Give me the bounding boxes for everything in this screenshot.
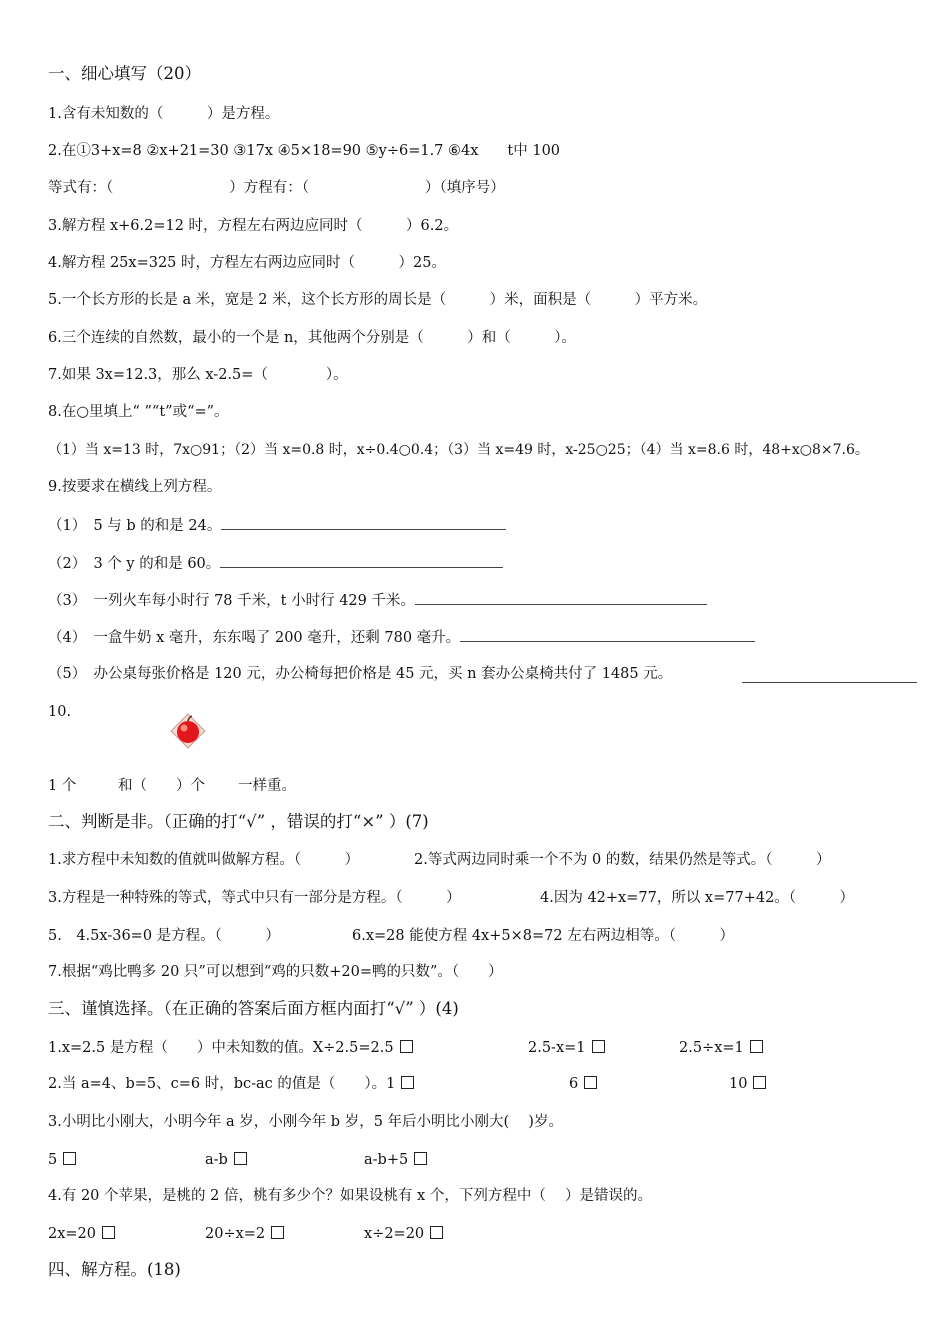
option-text: x÷2=20 [364, 1226, 425, 1242]
question-3-1 [48, 1038, 413, 1058]
question-2-7: 7.根据“鸡比鸭多 20 只”可以想到“鸡的只数+20=鸭的只数”。（ ） [48, 964, 503, 980]
checkbox[interactable] [401, 1076, 414, 1089]
question-1-9-4-text: （4） 一盒牛奶 x 毫升，东东喝了 200 毫升，还剩 780 毫升。 [48, 630, 461, 646]
question-2-2: 2.等式两边同时乘一个不为 0 的数，结果仍然是等式。（ ） [414, 852, 831, 868]
section-4-title: 四、解方程。(18) [48, 1260, 181, 1279]
checkbox[interactable] [63, 1152, 76, 1165]
section-2-title: 二、判断是非。（正确的打“√” ，错误的打“×” ）(7) [48, 812, 429, 831]
question-1-9-2-text: （2） 3 个 y 的和是 60。 [48, 556, 221, 572]
question-3-2-option-b [569, 1074, 597, 1094]
checkbox[interactable] [753, 1076, 766, 1089]
checkbox[interactable] [592, 1040, 605, 1053]
checkbox[interactable] [234, 1152, 247, 1165]
question-3-4-option-c [364, 1224, 443, 1244]
question-1-9-5-text: （5） 办公桌每张价格是 120 元，办公椅每把价格是 45 元，买 n 套办公桌椅共付了 1485 元。 [48, 666, 673, 682]
question-3-2 [48, 1074, 414, 1094]
question-1-1: 1.含有未知数的（ ）是方程。 [48, 106, 280, 122]
question-1-2: 2.在①3+x=8 ②x+21=30 ③17x ④5×18=90 ⑤y÷6=1.7 ⑥4x t中 100 [48, 143, 561, 159]
question-1-6: 6.三个连续的自然数，最小的一个是 n，其他两个分别是（ ）和（ ）。 [48, 330, 577, 346]
question-3-3-option-c [364, 1150, 427, 1170]
question-1-9-1 [48, 514, 506, 536]
answer-line[interactable] [460, 626, 755, 642]
option-text: a-b+5 [364, 1152, 409, 1168]
question-3-1-text: 1.x=2.5 是方程（ ）中未知数的值。X÷2.5=2.5 [48, 1040, 394, 1056]
question-1-8-detail: （1）当 x=13 时，7x○91；（2）当 x=0.8 时，x÷0.4○0.4；（3）当 x=49 时，x-25○25；（4）当 x=8.6 时，48+x○8×7.6。 [48, 442, 869, 458]
question-1-2-answers: 等式有：（ ）方程有：（ ）（填序号） [48, 180, 505, 196]
section-1-title: 一、细心填写（20） [48, 64, 201, 83]
answer-line[interactable] [221, 514, 506, 530]
option-text: 2.5÷x=1 [679, 1040, 744, 1056]
question-1-7: 7.如果 3x=12.3，那么 x-2.5=（ ）。 [48, 367, 348, 383]
option-text: 10 [729, 1076, 748, 1092]
question-3-1-option-c [679, 1038, 763, 1058]
question-1-9-4 [48, 626, 755, 648]
question-1-9-1-text: （1） 5 与 b 的和是 24。 [48, 518, 222, 534]
question-1-10: 10. [48, 704, 72, 720]
section-3-title: 三、谨慎选择。（在正确的答案后面方框内面打“√” ）(4) [48, 999, 459, 1018]
option-text: 2.5-x=1 [528, 1040, 586, 1056]
option-text: 5 [48, 1152, 58, 1168]
question-1-9-3-text: （3） 一列火车每小时行 78 千米，t 小时行 429 千米。 [48, 593, 415, 609]
question-1-9-5 [48, 664, 672, 684]
question-2-3: 3.方程是一种特殊的等式，等式中只有一部分是方程。（ ） [48, 890, 461, 906]
question-1-5: 5.一个长方形的长是 a 米，宽是 2 米，这个长方形的周长是（ ）米，面积是（ ）平方米。 [48, 292, 708, 308]
checkbox[interactable] [430, 1226, 443, 1239]
checkbox[interactable] [400, 1040, 413, 1053]
question-3-4: 4.有 20 个苹果，是桃的 2 倍，桃有多少个？如果设桃有 x 个，下列方程中（ ）是错误的。 [48, 1188, 652, 1204]
question-3-2-option-c [729, 1074, 766, 1094]
question-1-9: 9.按要求在横线上列方程。 [48, 479, 222, 495]
question-3-4-option-b [205, 1224, 284, 1244]
question-1-10-part-b: 和（ ）个 [118, 778, 205, 794]
apple-icon [170, 713, 206, 749]
question-1-3: 3.解方程 x+6.2=12 时，方程左右两边应同时（ ）6.2。 [48, 218, 459, 234]
question-3-3-option-a [48, 1150, 76, 1170]
question-3-4-option-a [48, 1224, 115, 1244]
option-text: 6 [569, 1076, 579, 1092]
question-3-3-option-b [205, 1150, 247, 1170]
question-1-8: 8.在○里填上“ ”“t”或“=”。 [48, 404, 229, 420]
question-2-6: 6.x=28 能使方程 4x+5×8=72 左右两边相等。（ ） [352, 928, 734, 944]
question-3-3: 3.小明比小刚大，小明今年 a 岁，小刚今年 b 岁，5 年后小明比小刚大( )岁。 [48, 1114, 563, 1130]
question-1-9-3 [48, 589, 707, 611]
checkbox[interactable] [414, 1152, 427, 1165]
checkbox[interactable] [271, 1226, 284, 1239]
answer-line[interactable] [742, 667, 917, 683]
checkbox[interactable] [584, 1076, 597, 1089]
option-text: a-b [205, 1152, 228, 1168]
option-text: 2x=20 [48, 1226, 97, 1242]
question-2-1: 1.求方程中未知数的值就叫做解方程。（ ） [48, 852, 360, 868]
question-3-2-text: 2.当 a=4、b=5、c=6 时，bc-ac 的值是（ ）。1 [48, 1076, 396, 1092]
question-1-4: 4.解方程 25x=325 时，方程左右两边应同时（ ）25。 [48, 255, 446, 271]
question-1-10-part-a: 1 个 [48, 778, 77, 794]
question-1-9-2 [48, 552, 503, 574]
question-3-1-option-b [528, 1038, 605, 1058]
answer-line[interactable] [415, 589, 707, 605]
question-1-10-part-c: 一样重。 [238, 778, 296, 794]
answer-line[interactable] [220, 552, 503, 568]
option-text: 20÷x=2 [205, 1226, 266, 1242]
question-2-5: 5. 4.5x-36=0 是方程。（ ） [48, 928, 280, 944]
checkbox[interactable] [750, 1040, 763, 1053]
checkbox[interactable] [102, 1226, 115, 1239]
question-2-4: 4.因为 42+x=77，所以 x=77+42。（ ） [540, 890, 855, 906]
